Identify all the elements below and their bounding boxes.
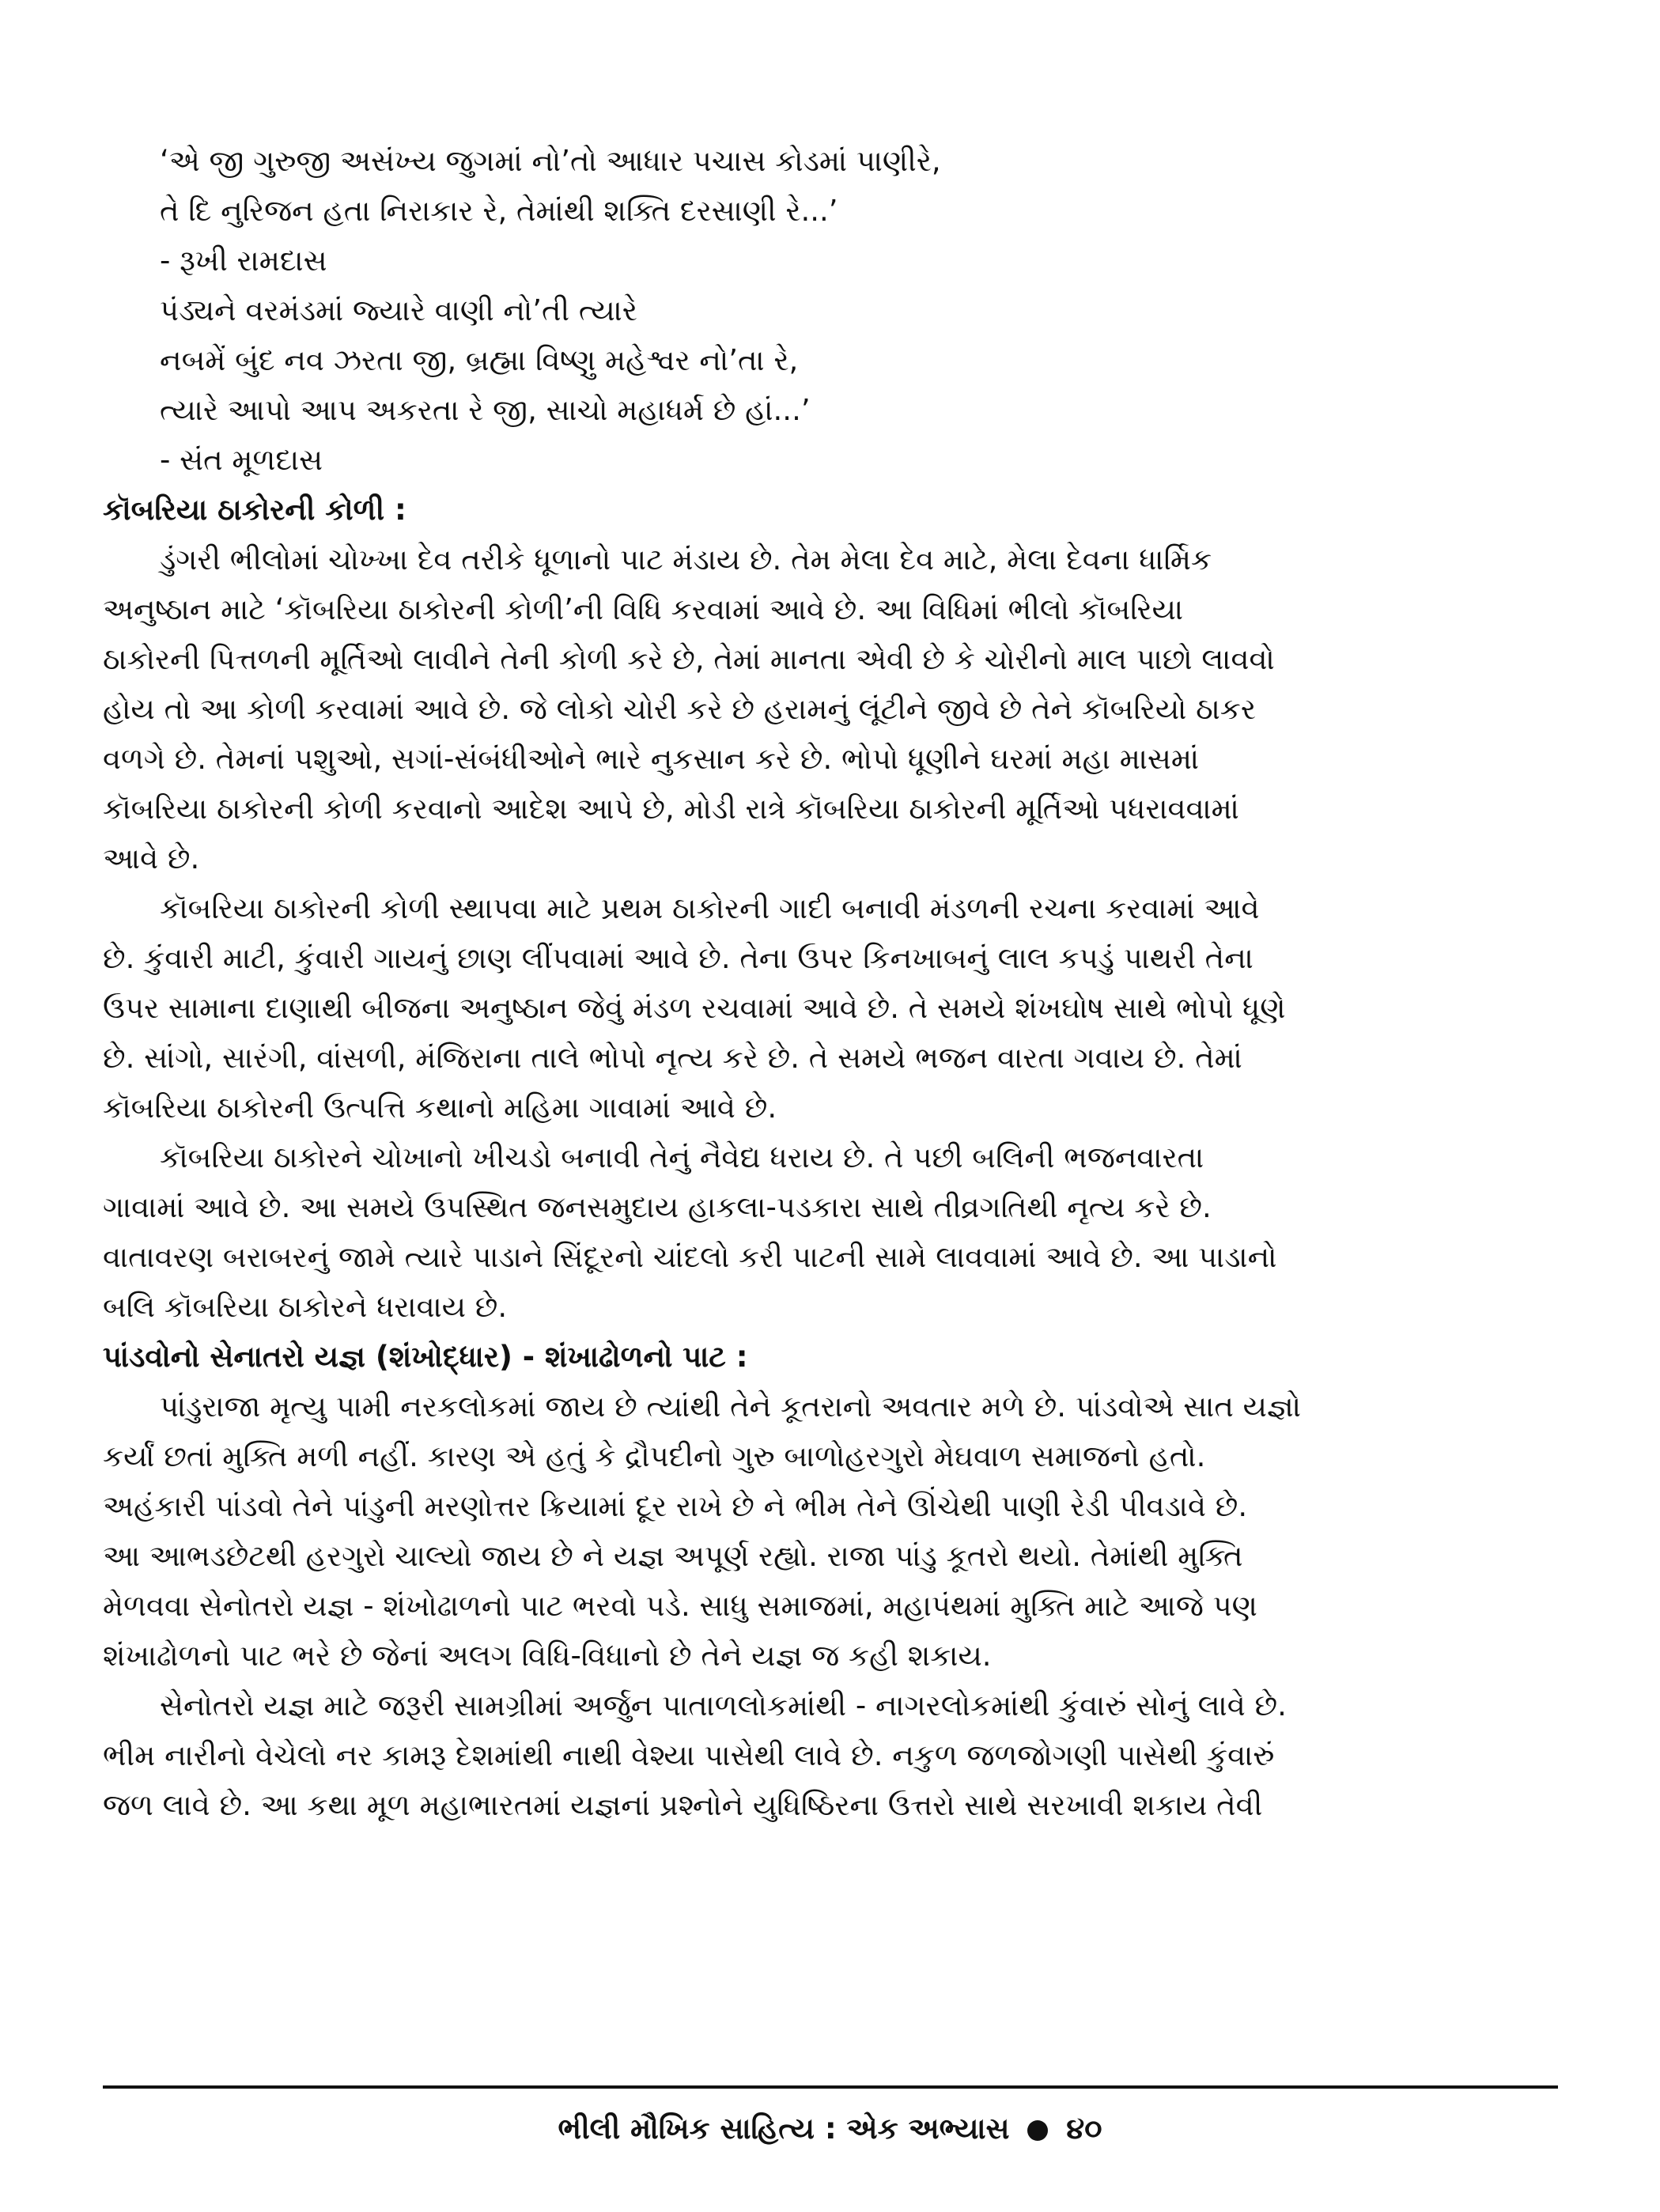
paragraph-line: શંખાઢોળનો પાટ ભરે છે જેનાં અલગ વિધિ-વિધાનો છે તેને યજ્ઞ જ કહી શકાય.: [103, 1639, 992, 1673]
paragraph-line: અનુષ્ઠાન માટે ‘કૉબરિયા ઠાકોરની કોળી’ની વિધિ કરવામાં આવે છે. આ વિધિમાં ભીલો કૉબરિયા: [103, 592, 1184, 626]
paragraph-line: કૉબરિયા ઠાકોરને ચોખાનો ખીચડો બનાવી તેનું નૈવેદ્ય ધરાય છે. તે પછી બલિની ભજનવારતા: [160, 1140, 1204, 1174]
document-body: [103, 136, 1558, 1830]
poem-line: તે દિ નુરિજન હતા નિરાકાર રે, તેમાંથી શક્તિ દરસાણી રે...’: [160, 194, 838, 228]
paragraph-line: અહંકારી પાંડવો તેને પાંડુની મરણોત્તર ક્રિયામાં દૂર રાખે છે ને ભીમ તેને ઊંચેથી પાણી રેડી પીવડાવે છે.: [103, 1489, 1248, 1523]
paragraph-line: કૉબરિયા ઠાકોરની કોળી કરવાનો આદેશ આપે છે, મોડી રાત્રે કૉબરિયા ઠાકોરની મૂર્તિઓ પધરાવવામાં: [103, 792, 1239, 826]
paragraph-line: ઠાકોરની પિત્તળની મૂર્તિઓ લાવીને તેની કોળી કરે છે, તેમાં માનતા એવી છે કે ચોરીનો માલ પાછો લાવવો: [103, 642, 1275, 676]
paragraph-line: પાંડુરાજા મૃત્યુ પામી નરકલોકમાં જાય છે ત્યાંથી તેને કૂતરાનો અવતાર મળે છે. પાંડવોએ સાત યજ્ઞો: [160, 1390, 1302, 1424]
poem-line: ત્યારે આપો આપ અકરતા રે જી, સાચો મહાધર્મ છે હાં...’: [160, 393, 811, 427]
paragraph-line: છે. સાંગો, સારંગી, વાંસળી, મંજિરાના તાલે ભોપો નૃત્ય કરે છે. તે સમયે ભજન વારતા ગવાય છે. તેમાં: [103, 1041, 1242, 1075]
paragraph-line: વળગે છે. તેમનાં પશુઓ, સગાં-સંબંધીઓને ભારે નુકસાન કરે છે. ભોપો ધૂણીને ઘરમાં મહા માસમાં: [103, 742, 1200, 776]
footer-divider: [103, 2085, 1558, 2089]
page-footer: [0, 2105, 1660, 2153]
paragraph-line: કૉબરિયા ઠાકોરની ઉત્પત્તિ કથાનો મહિમા ગાવામાં આવે છે.: [103, 1091, 777, 1125]
paragraph-line: ડુંગરી ભીલોમાં ચોખ્ખા દેવ તરીકે ધૂળાનો પાટ મંડાય છે. તેમ મેલા દેવ માટે, મેલા દેવના ધાર્મિક: [160, 543, 1212, 577]
paragraph-line: ઉપર સામાના દાણાથી બીજના અનુષ્ઠાન જેવું મંડળ રચવામાં આવે છે. તે સમયે શંખઘોષ સાથે ભોપો ધૂણે: [103, 991, 1286, 1025]
paragraph-line: કૉબરિયા ઠાકોરની કોળી સ્થાપવા માટે પ્રથમ ઠાકોરની ગાદી બનાવી મંડળની રચના કરવામાં આવે: [160, 891, 1260, 925]
paragraph-line: આવે છે.: [103, 841, 200, 875]
paragraph-line: ભીમ નારીનો વેચેલો નર કામરૂ દેશમાંથી નાથી વેશ્યા પાસેથી લાવે છે. નકુળ જળજોગણી પાસેથી કુંવારું: [103, 1738, 1275, 1772]
poem-author: - રૂખી રામદાસ: [160, 244, 327, 278]
page-number: ૪૦: [1066, 2112, 1102, 2146]
paragraph-line: મેળવવા સેનોતરો યજ્ઞ - શંખોઢાળનો પાટ ભરવો પડે. સાધુ સમાજમાં, મહાપંથમાં મુક્તિ માટે આજે પણ: [103, 1589, 1257, 1623]
paragraph-line: હોય તો આ કોળી કરવામાં આવે છે. જે લોકો ચોરી કરે છે હરામનું લૂંટીને જીવે છે તેને કૉબરિયો ઠાકર: [103, 692, 1257, 726]
section-heading: કૉબરિયા ઠાકોરની કોળી :: [103, 493, 406, 527]
poem-line: ‘એ જી ગુરુજી અસંખ્ય જુગમાં નો’તો આધાર પચાસ કોડમાં પાણીરે,: [160, 144, 941, 178]
book-title: ભીલી મૌખિક સાહિત્ય : એક અભ્યાસ: [558, 2112, 1010, 2146]
paragraph-line: બલિ કૉબરિયા ઠાકોરને ધરાવાય છે.: [103, 1290, 508, 1324]
paragraph-line: સેનોતરો યજ્ઞ માટે જરૂરી સામગ્રીમાં અર્જુન પાતાળલોકમાંથી - નાગરલોકમાંથી કુંવારું સોનું લાવે છે.: [160, 1688, 1287, 1722]
poem-line: નબમેં બુંદ નવ ઝરતા જી, બ્રહ્મા વિષ્ણુ મહેશ્વર નો’તા રે,: [160, 343, 799, 377]
bullet-icon: [1027, 2120, 1048, 2141]
paragraph-line: છે. કુંવારી માટી, કુંવારી ગાયનું છાણ લીંપવામાં આવે છે. તેના ઉપર કિનખાબનું લાલ કપડું પાથરી તેના: [103, 941, 1254, 975]
poem-line: પંડ્યને વરમંડમાં જ્યારે વાણી નો’તી ત્યારે: [160, 293, 637, 327]
paragraph-line: આ આભડછેટથી હરગુરો ચાલ્યો જાય છે ને યજ્ઞ અપૂર્ણ રહ્યો. રાજા પાંડુ કૂતરો થયો. તેમાંથી મુક્તિ: [103, 1539, 1243, 1573]
paragraph-line: જળ લાવે છે. આ કથા મૂળ મહાભારતમાં યજ્ઞનાં પ્રશ્નોને યુધિષ્ઠિરના ઉત્તરો સાથે સરખાવી શકાય તેવી: [103, 1788, 1263, 1822]
poem-author: - સંત મૂળદાસ: [160, 443, 323, 477]
section-heading: પાંડવોનો સેનાતરો યજ્ઞ (શંખોદ્ધાર) - શંખાઢોળનો પાટ :: [103, 1340, 748, 1374]
paragraph-line: કર્યાં છતાં મુક્તિ મળી નહીં. કારણ એ હતું કે દ્રૌપદીનો ગુરુ બાળોહરગુરો મેઘવાળ સમાજનો હતો.: [103, 1439, 1206, 1473]
paragraph-line: ગાવામાં આવે છે. આ સમયે ઉપસ્થિત જનસમુદાય હાકલા-પડકારા સાથે તીવ્રગતિથી નૃત્ય કરે છે.: [103, 1190, 1212, 1224]
paragraph-line: વાતાવરણ બરાબરનું જામે ત્યારે પાડાને સિંદૂરનો ચાંદલો કરી પાટની સામે લાવવામાં આવે છે. આ પાડાનો: [103, 1240, 1277, 1274]
